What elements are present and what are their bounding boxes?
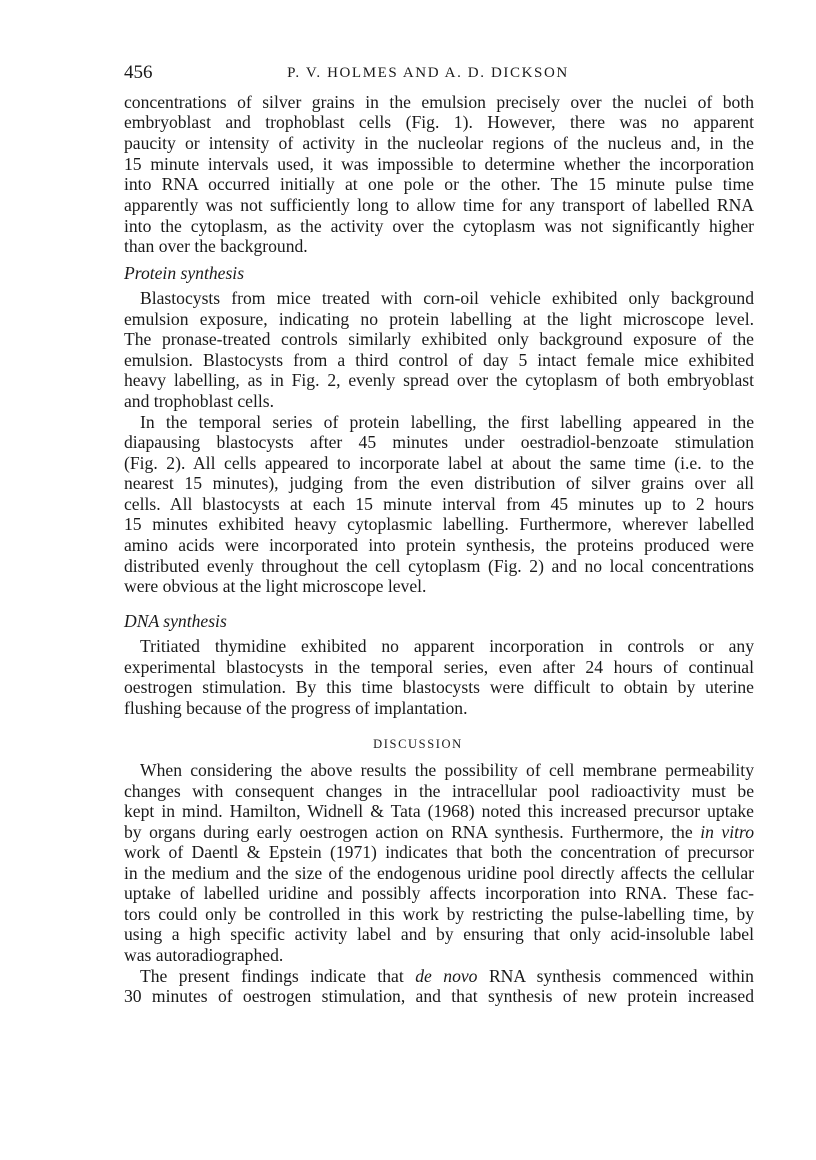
text-line: experimental blastocysts in the temporal series, even after 24 hours of continual — [124, 657, 754, 677]
text-line: paucity or intensity of activity in the nucleolar regions of the nucleus and, in the — [124, 133, 754, 153]
text-line: concentrations of silver grains in the emulsion precisely over the nuclei of both — [124, 92, 754, 112]
section-heading-discussion: DISCUSSION — [373, 737, 463, 751]
text-line: work of Daentl & Epstein (1971) indicates that both the concentration of precursor — [124, 842, 754, 862]
section-heading-protein-synthesis: Protein synthesis — [124, 263, 245, 283]
text-line: was autoradiographed. — [124, 945, 284, 965]
running-header-authors: P. V. HOLMES AND A. D. DICKSON — [287, 65, 569, 81]
text-line: Tritiated thymidine exhibited no apparent incorporation in controls or any — [140, 636, 754, 656]
text-line — [124, 822, 754, 842]
text-line: cells. All blastocysts at each 15 minute interval from 45 minutes up to 2 hours — [124, 494, 754, 514]
text-line: Blastocysts from mice treated with corn-oil vehicle exhibited only background — [140, 288, 754, 308]
text-line: In the temporal series of protein labelling, the first labelling appeared in the — [140, 412, 754, 432]
text-line: than over the background. — [124, 236, 308, 256]
text-line: amino acids were incorporated into protein synthesis, the proteins produced were — [124, 535, 754, 555]
text-line: and trophoblast cells. — [124, 391, 275, 411]
text-line: in the medium and the size of the endogenous uridine pool directly affects the cellular — [124, 863, 754, 883]
text-run: RNA synthesis commenced within — [488, 966, 754, 986]
text-line: tors could only be controlled in this work by restricting the pulse-labelling time, by — [124, 904, 754, 924]
section-heading-dna-synthesis: DNA synthesis — [124, 611, 227, 631]
text-line: distributed evenly throughout the cell cytoplasm (Fig. 2) and no local concentrations — [124, 556, 754, 576]
page-number: 456 — [124, 62, 153, 83]
text-line: nearest 15 minutes), judging from the even distribution of silver grains over all — [124, 473, 754, 493]
text-line: (Fig. 2). All cells appeared to incorporate label at about the same time (i.e. to the — [124, 453, 754, 473]
text-line: into RNA occurred initially at one pole or the other. The 15 minute pulse time — [124, 174, 754, 194]
italic-term-in-vitro: in vitro — [700, 822, 754, 842]
text-line: 15 minutes exhibited heavy cytoplasmic labelling. Furthermore, wherever labelled — [124, 514, 754, 534]
text-line: diapausing blastocysts after 45 minutes under oestradiol-benzoate stimulation — [124, 432, 754, 452]
text-line: uptake of labelled uridine and possibly affects incorporation into RNA. These fac- — [124, 883, 754, 903]
text-run: The present findings indicate that — [140, 966, 404, 986]
text-line: The pronase-treated controls similarly exhibited only background exposure of the — [124, 329, 754, 349]
text-line: When considering the above results the possibility of cell membrane permeability — [140, 760, 754, 780]
text-line: flushing because of the progress of implantation. — [124, 698, 468, 718]
text-run: by organs during early oestrogen action on RNA synthesis. Furthermore, the — [124, 822, 693, 842]
italic-term-de-novo: de novo — [415, 966, 478, 986]
text-line: embryoblast and trophoblast cells (Fig. 1). However, there was no apparent — [124, 112, 754, 132]
text-line: 15 minute intervals used, it was impossible to determine whether the incorporation — [124, 154, 754, 174]
text-line: were obvious at the light microscope level. — [124, 576, 427, 596]
text-line — [140, 966, 754, 986]
text-line: kept in mind. Hamilton, Widnell & Tata (1968) noted this increased precursor uptake — [124, 801, 754, 821]
text-line: changes with consequent changes in the intracellular pool radioactivity must be — [124, 781, 754, 801]
text-line: emulsion exposure, indicating no protein labelling at the light microscope level. — [124, 309, 754, 329]
text-line: using a high specific activity label and by ensuring that only acid-insoluble label — [124, 924, 754, 944]
text-line: oestrogen stimulation. By this time blastocysts were difficult to obtain by uterine — [124, 677, 754, 697]
text-line: 30 minutes of oestrogen stimulation, and that synthesis of new protein increased — [124, 986, 754, 1006]
text-line: into the cytoplasm, as the activity over the cytoplasm was not significantly higher — [124, 216, 754, 236]
text-line: heavy labelling, as in Fig. 2, evenly spread over the cytoplasm of both embryoblast — [124, 370, 754, 390]
text-line: apparently was not sufficiently long to allow time for any transport of labelled RNA — [124, 195, 754, 215]
text-line: emulsion. Blastocysts from a third control of day 5 intact female mice exhibited — [124, 350, 754, 370]
